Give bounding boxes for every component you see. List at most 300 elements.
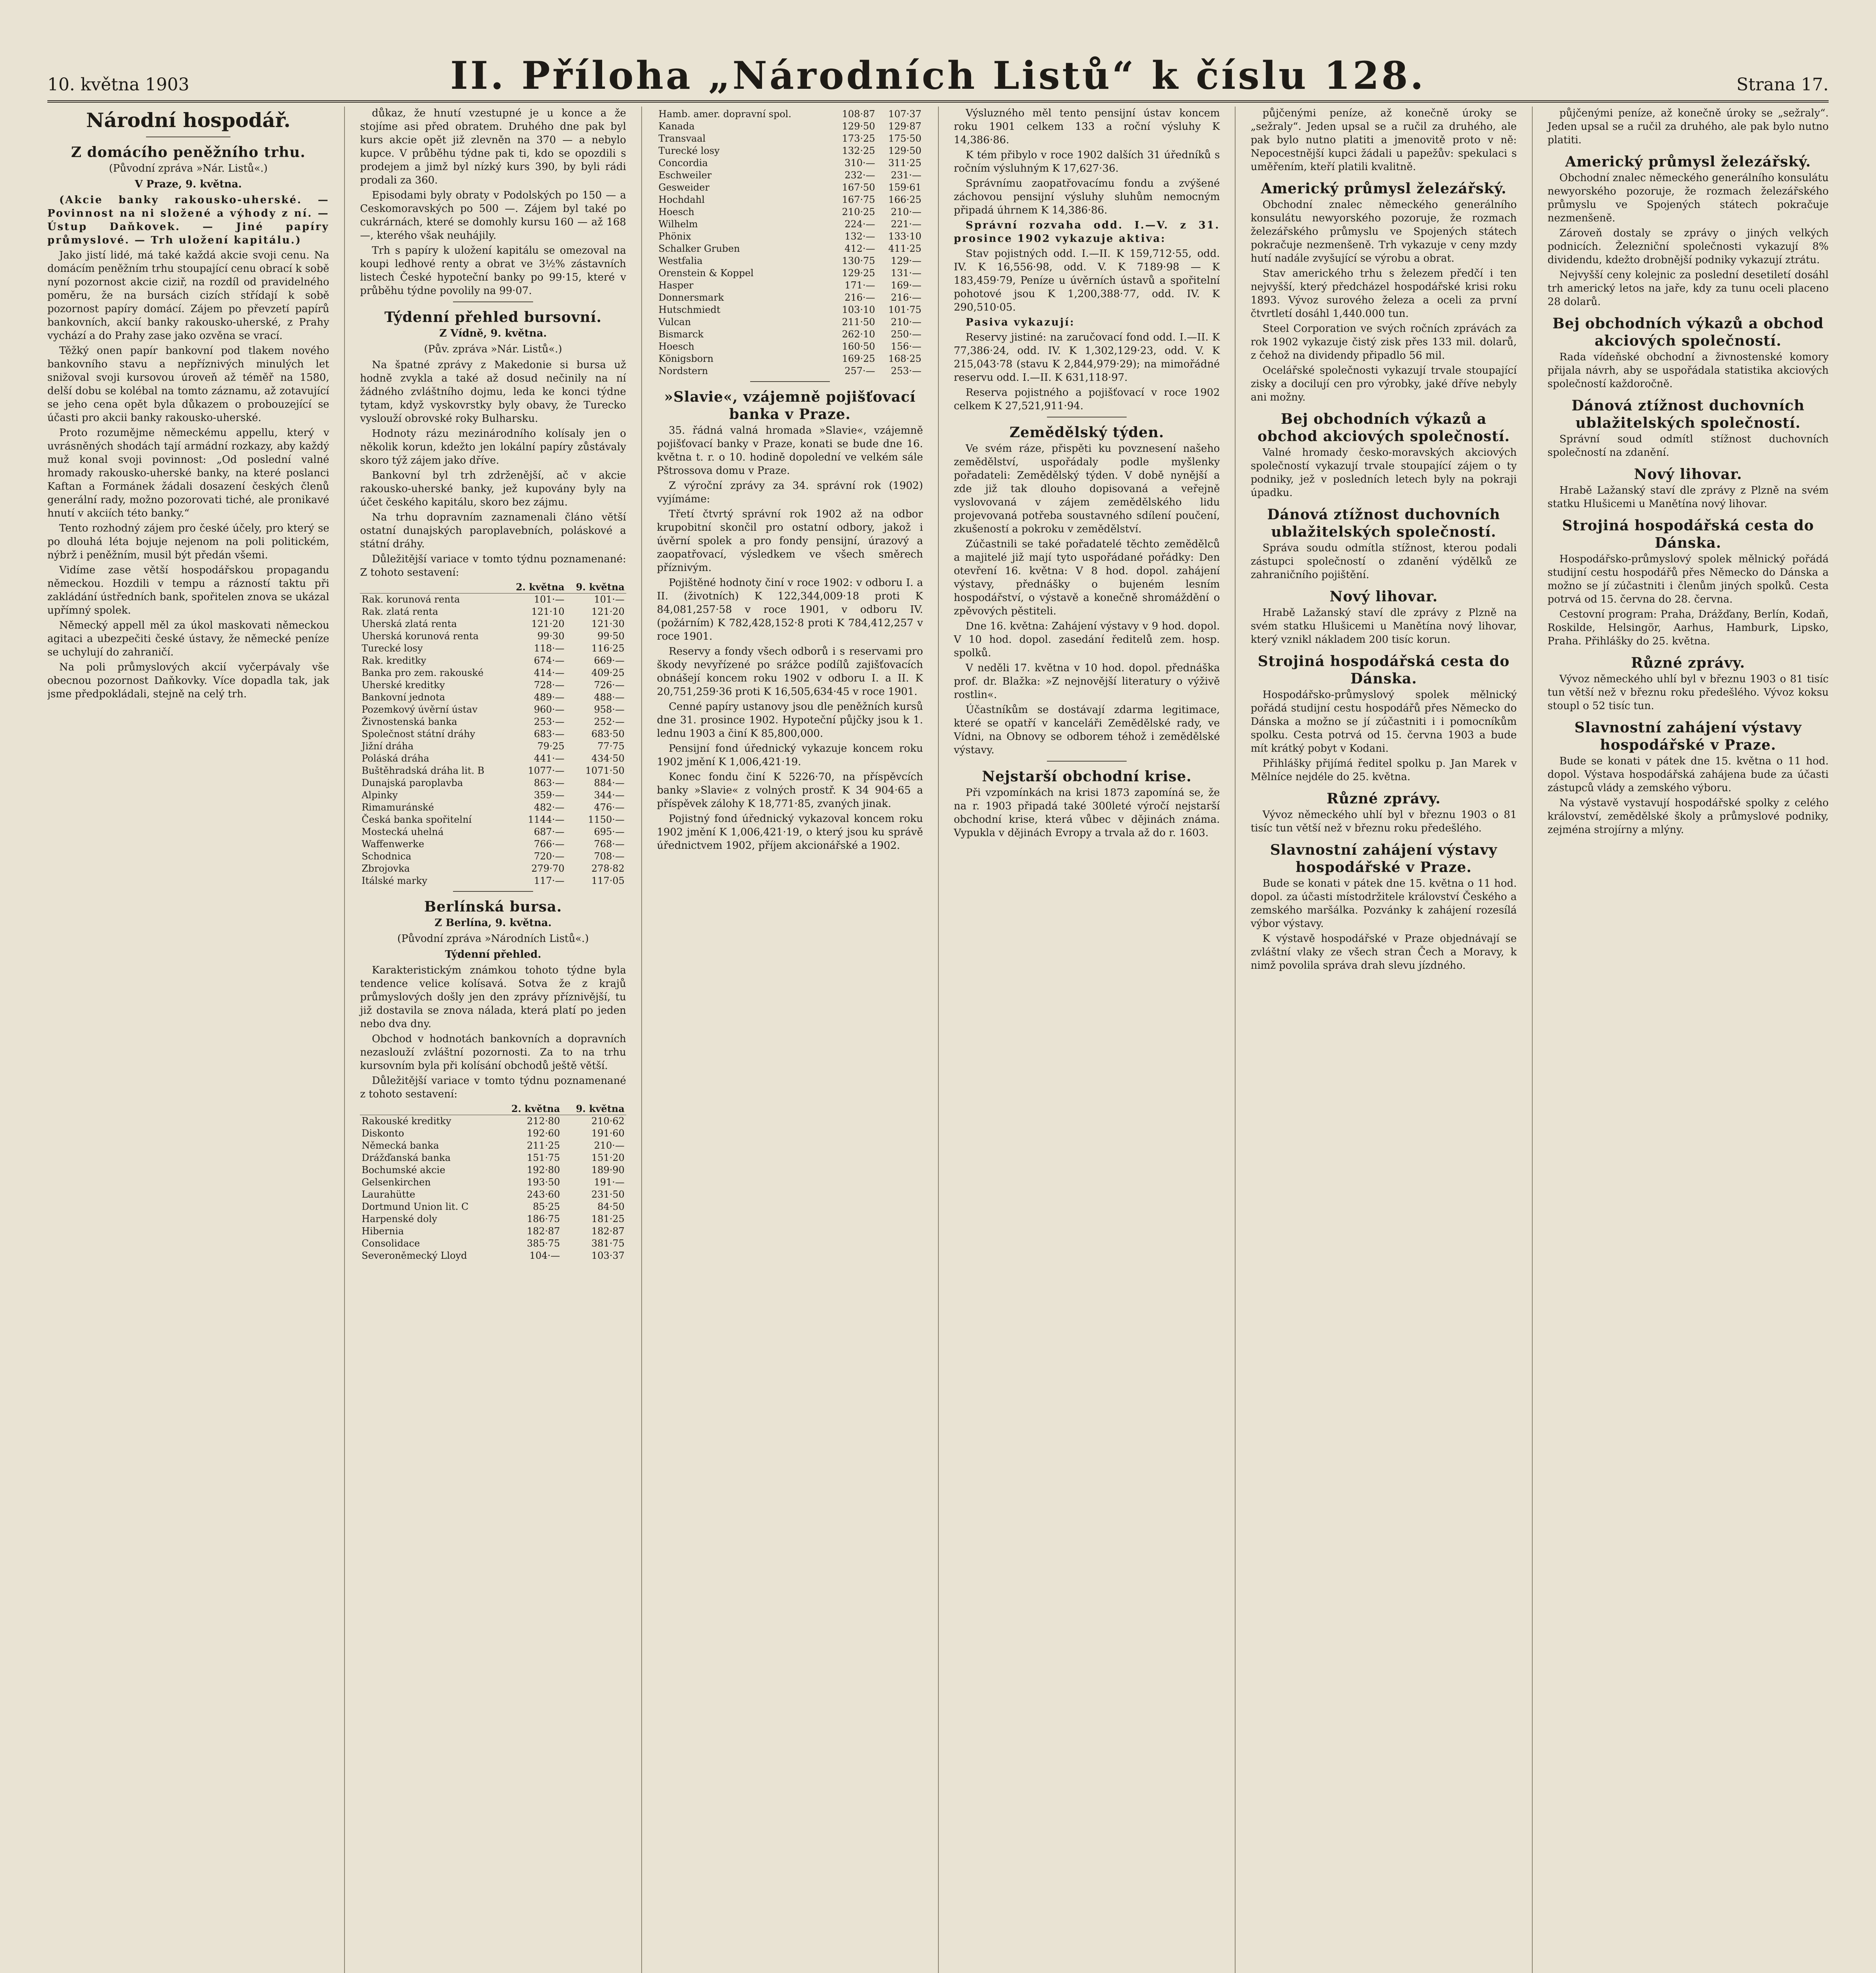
table-caption: Důležitější variace v tomto týdnu poznamenané z tohoto sestavení: [360,1075,626,1100]
divider [1047,761,1127,762]
article-title: Americký průmysl železářský. [1565,153,1811,170]
table-header [360,581,506,593]
divider [453,301,533,302]
article-paragraph: Dne 16. května: Zahájení výstavy v 9 hod. dopol. V 10 hod. dopol. zasedání ředitelů zem. hosp. spolků. [953,620,1220,659]
quote-value: 191·— [594,1177,625,1188]
security-name: Harpenské doly [361,1213,437,1224]
table-row [657,194,923,206]
table-row [360,1176,626,1189]
article-paragraph: Valné hromady česko-moravských akciových společností vykazují trvale stoupající zájem o ty podniky, jež v posledních letech byly na pokraji úpadku. [1251,447,1517,499]
divider [453,891,533,892]
table-row [360,1140,626,1152]
table-row [360,740,626,753]
security-name: Hutschmiedt [658,304,721,315]
table-row [657,365,923,377]
article-paragraph: Reserva pojistného a pojišťovací v roce 1902 celkem K 27,521,911·94. [953,387,1220,412]
divider [750,381,830,382]
masthead [47,53,1829,103]
article-paragraph: půjčenými peníze, až konečně úroky se „sežraly“. Jeden upsal se a ručil za druhého, ale pak bylo nutno platiti. [1547,107,1829,146]
article-title: Týdenní přehled bursovní. [384,309,602,326]
quote-value: 167·75 [842,194,875,205]
article-paragraph: Správní rozvaha odd. I.—V. z 31. prosince 1902 vykazuje aktiva: [953,219,1220,245]
security-name: Hibernia [361,1226,404,1237]
table-row [657,292,923,304]
quote-value: 221·— [891,219,921,230]
security-name: Nordstern [658,365,708,376]
article-paragraph: Hrabě Lažanský staví dle zprávy z Plzně na svém statku Hlušicemi u Manětína nový lihovar, který vznikl nákladem 200 tisíc korun. [1251,607,1517,646]
quote-value: 116·25 [591,643,625,654]
table-row [657,206,923,218]
article-paragraph: Přihlášky přijímá ředitel spolku p. Jan Marek v Mělníce nejdéle do 25. května. [1251,758,1517,783]
quote-value: 130·75 [842,255,875,266]
table-header: 2. května [506,581,566,593]
article-paragraph: Vývoz německého uhlí byl v březnu 1903 o 81 tisíc tun větší než v březnu roku předešlého. Vývoz koksu stoupl o 52 tisíc tun. [1547,673,1829,712]
article-paragraph: Zároveň dostaly se zprávy o jiných velkých podnicích. Železniční společnosti vykazují 8% dividendu, kdežto drobnější podniky vykazují ztrátu. [1547,227,1829,266]
quote-value: 160·50 [842,341,875,352]
article-dateline: Z Berlína, 9. května. [434,917,552,929]
quote-value: 121·30 [591,618,625,629]
table-row [360,1213,626,1225]
quote-value: 1144·— [528,814,565,825]
table-row [360,838,626,850]
quote-value: 695·— [594,826,625,837]
columns [47,107,1829,1973]
table-row [360,850,626,863]
table-header: 2. května [497,1103,562,1115]
article-paragraph: Při vzpomínkách na krisi 1873 zapomíná se, že na r. 1903 připadá také 300leté výročí nejstarší obchodní krise, která vůbec v dějinách známa. Vypukla v dějinách Evropy a trvala až do r. 1603. [953,787,1220,839]
quote-value: 211·25 [527,1140,560,1151]
table-row [360,655,626,667]
security-name: Königsborn [658,353,713,364]
quote-value: 683·— [534,728,565,739]
table-row [360,728,626,740]
quote-value: 687·— [534,826,565,837]
table-row [360,826,626,838]
table-caption: Důležitější variace v tomto týdnu poznamenané: Z tohoto sestavení: [360,553,626,578]
quote-value: 210·— [891,316,921,328]
quote-value: 101·— [594,594,625,605]
table-row [360,606,626,618]
quote-value: 344·— [594,790,625,801]
quote-value: 212·80 [527,1116,560,1127]
table-row [657,279,923,292]
quote-value: 441·— [534,753,565,764]
table-row [657,145,923,157]
article-paragraph: K výstavě hospodářské v Praze objednávají se zvláštní vlaky ze všech stran Čech a Moravy, k nimž povolila správa drah slevu jízdného. [1251,933,1517,972]
article-paragraph: Pasiva vykazují: [965,316,1075,328]
article-title: Americký průmysl železářský. [1261,180,1507,197]
security-name: Consolidace [361,1238,420,1249]
quote-value: 99·50 [597,631,625,642]
supplement-title: II. Příloha „Národních Listů“ k číslu 128. [450,53,1426,98]
quote-value: 310·— [844,157,875,168]
quote-value: 129·50 [888,145,921,156]
quote-value: 250·— [891,329,921,340]
table-header-row [360,1103,626,1115]
security-name: Hasper [658,280,694,291]
table-row [360,753,626,765]
quote-value: 129·25 [842,268,875,279]
quote-value: 108·87 [842,109,875,120]
quote-value: 132·25 [842,145,875,156]
article-paragraph: Vidíme zase větší hospodářskou propagandu německou. Hozdili v tempu a rázností taktu při zakládání ústředních bank, spořitelen znova se ukázal upřímný spolek. [47,564,330,616]
quote-value: 253·— [891,365,921,376]
quote-value: 1077·— [528,765,565,776]
quote-value: 674·— [534,655,565,666]
security-name: Waffenwerke [361,839,424,850]
quote-value: 253·— [534,716,565,727]
table-row [360,1115,626,1128]
article-paragraph: Reservy jistiné: na zaručovací fond odd. I.—II. K 77,386·24, odd. IV. K 1,302,129·23, odd. V. K 215,043·78 (stavu K 2,844,979·29); na mimořádné reservu odd. I.—II. K 631,118·97. [953,331,1220,384]
security-name: Concordia [658,157,708,168]
security-name: Mostecká uhelná [361,826,444,837]
quote-value: 166·25 [888,194,921,205]
quote-value: 708·— [594,851,625,862]
quote-value: 216·— [844,292,875,303]
article-paragraph: Karakteristickým známkou tohoto týdne byla tendence velice kolísavá. Sotva že z krajů průmyslových došly jen den zprávy příznivější, tu již dostavila se znova nálada, která platí po jeden nebo dva dny. [360,964,626,1030]
quote-value: 121·20 [591,606,625,617]
quote-value: 77·75 [597,741,625,752]
article-paragraph: Rada vídeňské obchodní a živnostenské komory přijala návrh, aby se uspořádala statistika akciových společností každoročně. [1547,351,1829,390]
table-row [360,777,626,789]
security-name: Uherská korunová renta [361,631,479,642]
security-name: Bochumské akcie [361,1164,446,1176]
table-row [657,304,923,316]
article-paragraph: Pojistný fond úřednický vykazoval koncem roku 1902 jmění K 1,006,421·19, o který jsou ku správě úřednictvem 1902, příjem akcionářské a 1902. [657,813,923,852]
article-title: Různé zprávy. [1326,790,1441,807]
article-paragraph: Nejvyšší ceny kolejnic za poslední desetiletí dosáhl trh americký letos na jaře, kdy za tunu oceli placeno 28 dolarů. [1547,269,1829,308]
table-header: 9. května [562,1103,626,1115]
security-name: Jižní dráha [361,741,414,752]
column-6 [1532,107,1829,1973]
article-dateline: V Praze, 9. května. [135,178,242,190]
quote-value: 884·— [594,777,625,788]
security-name: Uherská zlatá renta [361,618,457,629]
article-title: Slavnostní zahájení výstavy hospodářské v Praze. [1574,719,1802,753]
quote-value: 489·— [534,692,565,703]
quote-value: 101·— [534,594,565,605]
article-lead: (Akcie banky rakousko-uherské. — Povinnost na ni složené a výhody z ní. — Ústup Daňkovek. — Jiné papíry průmyslové. — Trh uložení kapitálu.) [47,194,330,246]
quote-value: 169·— [891,280,921,291]
article-paragraph: Konec fondu činí K 5226·70, na příspěvcích banky »Slavie« z volných prostř. K 34 904·65 a příspěvek zálohy K 18,771·85, zvaných jinak. [657,771,923,810]
article-paragraph: Stav pojistných odd. I.—II. K 159,712·55, odd. IV. K 16,556·98, odd. V. K 7189·98 — K 183,459·79, Peníze u úvěrních ústavů a spořitelní pohotové jsou K 1,200,388·77, odd. IV. K 290,510·05. [953,248,1220,313]
page-number: Strana 17. [1736,75,1829,95]
article-paragraph: Z výroční zprávy za 34. správní rok (1902) vyjímáme: [657,480,923,505]
quote-value: 411·25 [888,243,921,254]
article-title: Slavnostní zahájení výstavy hospodářské v Praze. [1270,842,1498,876]
security-name: Diskonto [361,1128,404,1139]
column-3 [641,107,938,1973]
security-name: Banka pro zem. rakouské [361,667,484,678]
security-name: Rimamuránské [361,802,434,813]
security-name: Schodnica [361,851,412,862]
article-paragraph: Ve svém ráze, přispěti ku povznesení našeho zemědělství, uspořádaly podle myšlenky pořadateli: Zemědělský týden. V době nynější a zde již tak dlouho dopisovaná a veřejně vyslovovaná v zájem zemědělského lidu projevovaná potřeba soustavného sdílení poučení, zkušeností a pokroku v zemědělství. [953,443,1220,535]
table-row [360,814,626,826]
article-paragraph: Episodami byly obraty v Podolských po 150 — a Ceskomoravských po 500 —. Zájem byl také po cukrárnách, které se domohly kursu 160 — až 168 —, kterého však neuhájily. [360,189,626,241]
security-name: Česká banka spořitelní [361,814,472,825]
quote-value: 232·— [844,170,875,181]
column-1 [47,107,344,1973]
quote-value: 171·— [844,280,875,291]
security-name: Alpinky [361,790,398,801]
table-row [657,157,923,169]
article-title: Z domácího peněžního trhu. [71,144,306,161]
quote-value: 720·— [534,851,565,862]
article-title: Nejstarší obchodní krise. [982,768,1192,785]
table-header-row [360,581,626,593]
article-paragraph: Na trhu dopravním zaznamenali článo větší ostatní dunajských paroplavebních, poláskové a státní dráhy. [360,511,626,550]
quote-value: 182·87 [527,1226,560,1237]
quote-value: 863·— [534,777,565,788]
quote-value: 278·82 [591,863,625,874]
column-5 [1235,107,1532,1973]
table-body [360,1115,626,1262]
quote-value: 192·80 [527,1164,560,1176]
article-paragraph: Bude se konati v pátek dne 15. května o 11 hod. dopol. za účasti místodržitele království Českého a zemského maršálka. Pozvánky k zahájení rozesílá výbor výstavy. [1251,878,1517,930]
table-row [360,1189,626,1201]
article-title: Berlínská bursa. [424,899,562,915]
quote-value: 173·25 [842,133,875,144]
quote-value: 169·25 [842,353,875,364]
quote-value: 482·— [534,802,565,813]
table-row [657,316,923,328]
security-name: Transvaal [658,133,706,144]
quote-value: 683·50 [591,728,625,739]
article-paragraph: Na výstavě vystavují hospodářské spolky z celého království, zemědělské školy a průmyslové podniky, zejména strojírny a mlýny. [1547,797,1829,836]
security-name: Pozemkový úvěrní ústav [361,704,478,715]
quote-value: 381·75 [591,1238,625,1249]
quote-value: 211·50 [842,316,875,328]
security-name: Dortmund Union lit. C [361,1201,469,1212]
article-paragraph: Výsluzného měl tento pensijní ústav koncem roku 1901 celkem 133 a roční výsluhy K 14,386·86. [953,107,1220,146]
quote-value: 192·60 [527,1128,560,1139]
article-paragraph: Reservy a fondy všech odborů i s reservami pro škody nevyřízené po srážce podílů zajišťovacích obnášejí koncem roku 1902 v odboru I. a II. K 20,751,259·36 proti K 16,505,634·45 v roce 1901. [657,646,923,698]
quote-value: 181·25 [591,1213,625,1224]
column-2 [344,107,641,1973]
table-row [657,120,923,133]
quote-value: 958·— [594,704,625,715]
quote-value: 85·25 [533,1201,560,1212]
table-row [360,716,626,728]
table-body [360,593,626,887]
quote-value: 385·75 [527,1238,560,1249]
article-paragraph: Správní soud odmítl stížnost duchovních společností na zdanění. [1547,433,1829,459]
quotes-table-vienna [360,581,626,887]
article-paragraph: Steel Corporation ve svých ročních zprávách za rok 1902 vykazuje čistý zisk přes 133 mil. dolarů, z čehož na dividendy připadlo 56 mil. [1251,323,1517,361]
article-paragraph: Účastníkům se dostávají zdarma legitimace, které se opatří v kanceláři Zemědělské rady, ve Vídni, na Obnovy se odborem téhož i zemědělské výstavy. [953,704,1220,756]
security-name: Laurahütte [361,1189,416,1200]
quote-value: 118·— [534,643,565,654]
article-paragraph: Bankovní byl trh zdrženější, ač v akcie rakousko-uherské banky, jež kupovány byly na účet českého kapitálu, skoro bez zájmu. [360,470,626,508]
quote-value: 117·— [534,875,565,886]
quote-value: 182·87 [591,1226,625,1237]
table-row [360,691,626,704]
security-name: Společnost státní dráhy [361,728,476,739]
article-paragraph: Cenné papíry ustanovy jsou dle peněžních kursů dne 31. prosince 1902. Hypoteční půjčky jsou k 1. lednu 1903 a činí K 85,800,000. [657,701,923,739]
article-source: (Původní zpráva »Národních Listů«.) [397,933,589,945]
quote-value: 168·25 [888,353,921,364]
article-paragraph: Hospodářsko-průmyslový spolek mělnický pořádá studijní cestu hospodářů přes Německo do Dánska a možno se jí zúčastniti i i pomocníkům spolku. Cesta potrvá od 15. června 1903 a bude mít krátký pobyt v Kodani. [1251,689,1517,754]
quote-value: 279·70 [531,863,565,874]
security-name: Vulcan [658,316,691,328]
article-title: Bej obchodních výkazů a obchod akciových společností. [1552,315,1824,349]
quote-value: 151·75 [527,1152,560,1163]
table-row [360,801,626,814]
article-paragraph: Hospodářsko-průmyslový spolek mělnický pořádá studijní cestu hospodářů přes Německo do Dánska a možno se jí zúčastniti i členům jiných spolků. Cesta potrvá od 15. června do 28. června. [1547,553,1829,605]
security-name: Hoesch [658,341,695,352]
table-row [657,255,923,267]
quote-value: 84·50 [597,1201,625,1212]
security-name: Zbrojovka [361,863,410,874]
quote-value: 409·25 [591,667,625,678]
table-row [657,341,923,353]
article-paragraph: Obchodní znalec německého generálního konsulátu newyorského pozoruje, že rozmach železářského průmyslu ve Spojených státech pokračuje nezmenšeně. [1547,172,1829,224]
article-paragraph: Cestovní program: Praha, Drážďany, Berlín, Kodaň, Roskilde, Helsingör, Aarhus, Hamburk, Lipsko, Praha. Přihlášky do 25. května. [1547,608,1829,647]
quote-value: 210·— [594,1140,625,1151]
security-name: Rak. zlatá renta [361,606,438,617]
article-title: Dánová ztížnost duchovních ublažitelských společností. [1571,397,1805,431]
quote-value: 768·— [594,839,625,850]
article-paragraph: Hodnoty rázu mezinárodního kolísaly jen o několik korun, kdežto jen lokální papíry zůstávaly skoro týž zájem jako dříve. [360,428,626,466]
article-paragraph: Na špatné zprávy z Makedonie si bursa už hodně zvykla a také až dosud nečinily na ní žádného zvláštního dojmu, leda ke konci týdne tytam, když vyskovrstky byly obavy, že Turecko vyslouží obrovské roky Bulharsku. [360,359,626,425]
article-title: Strojiná hospodářská cesta do Dánska. [1258,653,1510,687]
table-row [657,182,923,194]
table-row [360,1237,626,1250]
quote-value: 129·— [891,255,921,266]
security-name: Rak. kreditky [361,655,427,666]
table-row [360,618,626,630]
table-row [360,1250,626,1262]
table-header [360,1103,497,1115]
table-row [360,1152,626,1164]
security-name: Buštěhradská dráha lit. B [361,765,485,776]
quote-value: 231·50 [591,1189,625,1200]
table-row [360,863,626,875]
quote-value: 151·20 [591,1152,625,1163]
article-title: Nový lihovar. [1634,466,1742,483]
article-title: Různé zprávy. [1631,655,1745,671]
security-name: Rak. korunová renta [361,594,460,605]
security-name: Kanada [658,121,695,132]
quote-value: 434·50 [591,753,625,764]
security-name: Eschweiler [658,170,712,181]
table-row [360,789,626,801]
table-row [657,108,923,120]
article-title: Bej obchodních výkazů a obchod akciových společností. [1257,411,1510,445]
quote-value: 669·— [594,655,625,666]
article-paragraph: Na poli průmyslových akcií vyčerpávaly vše obecnou pozornost Daňkovky. Více dopadla tak, jak jsme předpokládali, stejně na celý trh. [47,661,330,700]
quote-value: 262·10 [842,329,875,340]
quote-value: 476·— [594,802,625,813]
security-name: Německá banka [361,1140,439,1151]
article-paragraph: Trh s papíry k uložení kapitálu se omezoval na koupi ledhové renty a obrat ve 3½% zástavních listech České hypoteční banky po 99·15, které v průběhu týdne povolily na 99·07. [360,245,626,297]
security-name: Gelsenkirchen [361,1177,431,1188]
security-name: Severoněmecký Lloyd [361,1250,467,1261]
article-paragraph: Třetí čtvrtý správní rok 1902 až na odbor krupobitní skončil pro ostatní odbory, jakož i úvěrní spolek a pro fondy pensijní, úrazový a zaopatřovací, výsledkem ve všech směrech příznivým. [657,508,923,574]
security-name: Wilhelm [658,219,698,230]
table-row [360,1225,626,1237]
quote-value: 252·— [594,716,625,727]
article-paragraph: Obchodní znalec německého generálního konsulátu newyorského pozoruje, že rozmach železářského průmyslu ve Spojených státech pokračuje nezmenšeně. Trh vykazuje v ceny mzdy hutí nadále zvyšující se výrobu a obrat. [1251,199,1517,264]
quote-value: 133·10 [888,231,921,242]
article-paragraph: V neděli 17. května v 10 hod. dopol. přednáška prof. dr. Blažka: »Z nejnovější literatury o výživě rostlin«. [953,662,1220,701]
table-row [360,630,626,642]
security-name: Dunajská paroplavba [361,777,463,788]
table-row [657,218,923,230]
security-name: Živnostenská banka [361,716,457,727]
quote-value: 101·75 [888,304,921,315]
table-row [657,243,923,255]
table-header: 9. května [566,581,626,593]
quote-value: 79·25 [537,741,565,752]
quote-value: 129·50 [842,121,875,132]
security-name: Gesweider [658,182,710,193]
article-paragraph: Pensijní fond úřednický vykazuje koncem roku 1902 jmění K 1,006,421·19. [657,743,923,768]
article-paragraph: Hrabě Lažanský staví dle zprávy z Plzně na svém statku Hlušicemi u Manětína nový lihovar. [1547,485,1829,510]
article-paragraph: Pojištěné hodnoty činí v roce 1902: v odboru I. a II. (životních) K 122,344,009·18 proti K 84,081,257·58 v roce 1901, v odboru IV. (požárním) K 782,428,152·8 proti K 784,412,257 v roce 1901. [657,577,923,642]
quote-value: 99·30 [537,631,565,642]
quote-value: 103·37 [591,1250,625,1261]
table-row [360,704,626,716]
security-name: Rakouské kreditky [361,1116,451,1127]
article-paragraph: Správnímu zaopatřovacímu fondu a zvýšené záchovou pensijní výsluhy sluhům nemocným připadá úhrnem K 14,386·86. [953,178,1220,216]
table-row [360,765,626,777]
article-paragraph: Vývoz německého uhlí byl v březnu 1903 o 81 tisíc tun větší než v březnu roku předešlého. [1251,809,1517,834]
quote-value: 103·10 [842,304,875,315]
article-title: Dánová ztížnost duchovních ublažitelských společností. [1267,506,1500,540]
quotes-table-berlin [360,1103,626,1262]
security-name: Bankovní jednota [361,692,445,703]
quote-value: 121·10 [531,606,565,617]
article-title: Nový lihovar. [1329,588,1438,605]
article-paragraph: Německý appell měl za úkol maskovati německou agitaci a ubezpečiti české ústavy, že německé peníze se uchylují do zahraničí. [47,620,330,658]
quote-value: 175·50 [888,133,921,144]
table-row [360,1201,626,1213]
quote-value: 414·— [534,667,565,678]
table-row [360,679,626,691]
quote-value: 193·50 [527,1177,560,1188]
security-name: Bismarck [658,329,704,340]
table-row [657,353,923,365]
table-row [657,230,923,243]
security-name: Orenstein & Koppel [658,268,754,279]
article-paragraph: půjčenými peníze, až konečně úroky se „sežraly“. Jeden upsal se a ručil za druhého, ale pak bylo nutno platiti a jmenovitě proto v ně: Nepocestnější kupci žádali u papežův: spekulaci s uměřením, kteří platili kvalitně. [1251,107,1517,173]
quote-value: 107·37 [888,109,921,120]
quote-value: 186·75 [527,1213,560,1224]
quote-value: 311·25 [888,157,921,168]
table-row [360,642,626,655]
security-name: Hoesch [658,206,695,217]
article-paragraph: Zúčastnili se také pořadatelé těchto zemědělců a majitelé již mají tyto uspořádané pořádky: Den otevření 16. května: V 8 hod. dopol. zahájení výstavy, přednášky o bujeném lesním hospodářství, o výstavě a konečně shromáždění o zpěvových pěstiteli. [953,538,1220,617]
security-name: Turecké losy [361,643,423,654]
security-name: Turecké losy [658,145,720,156]
security-name: Westfalia [658,255,703,266]
quote-value: 167·50 [842,182,875,193]
quote-value: 224·— [844,219,875,230]
security-name: Hamb. amer. dopravní spol. [658,109,792,120]
table-row [360,1164,626,1176]
table-row [657,267,923,279]
quote-value: 210·— [891,206,921,217]
quote-value: 129·87 [888,121,921,132]
article-title: Strojiná hospodářská cesta do Dánska. [1562,517,1814,551]
quote-value: 191·60 [591,1128,625,1139]
article-source: (Původní zpráva »Nár. Listů«.) [109,163,268,174]
quote-value: 159·61 [888,182,921,193]
quote-value: 726·— [594,680,625,691]
table-body [657,108,923,377]
quote-value: 359·— [534,790,565,801]
